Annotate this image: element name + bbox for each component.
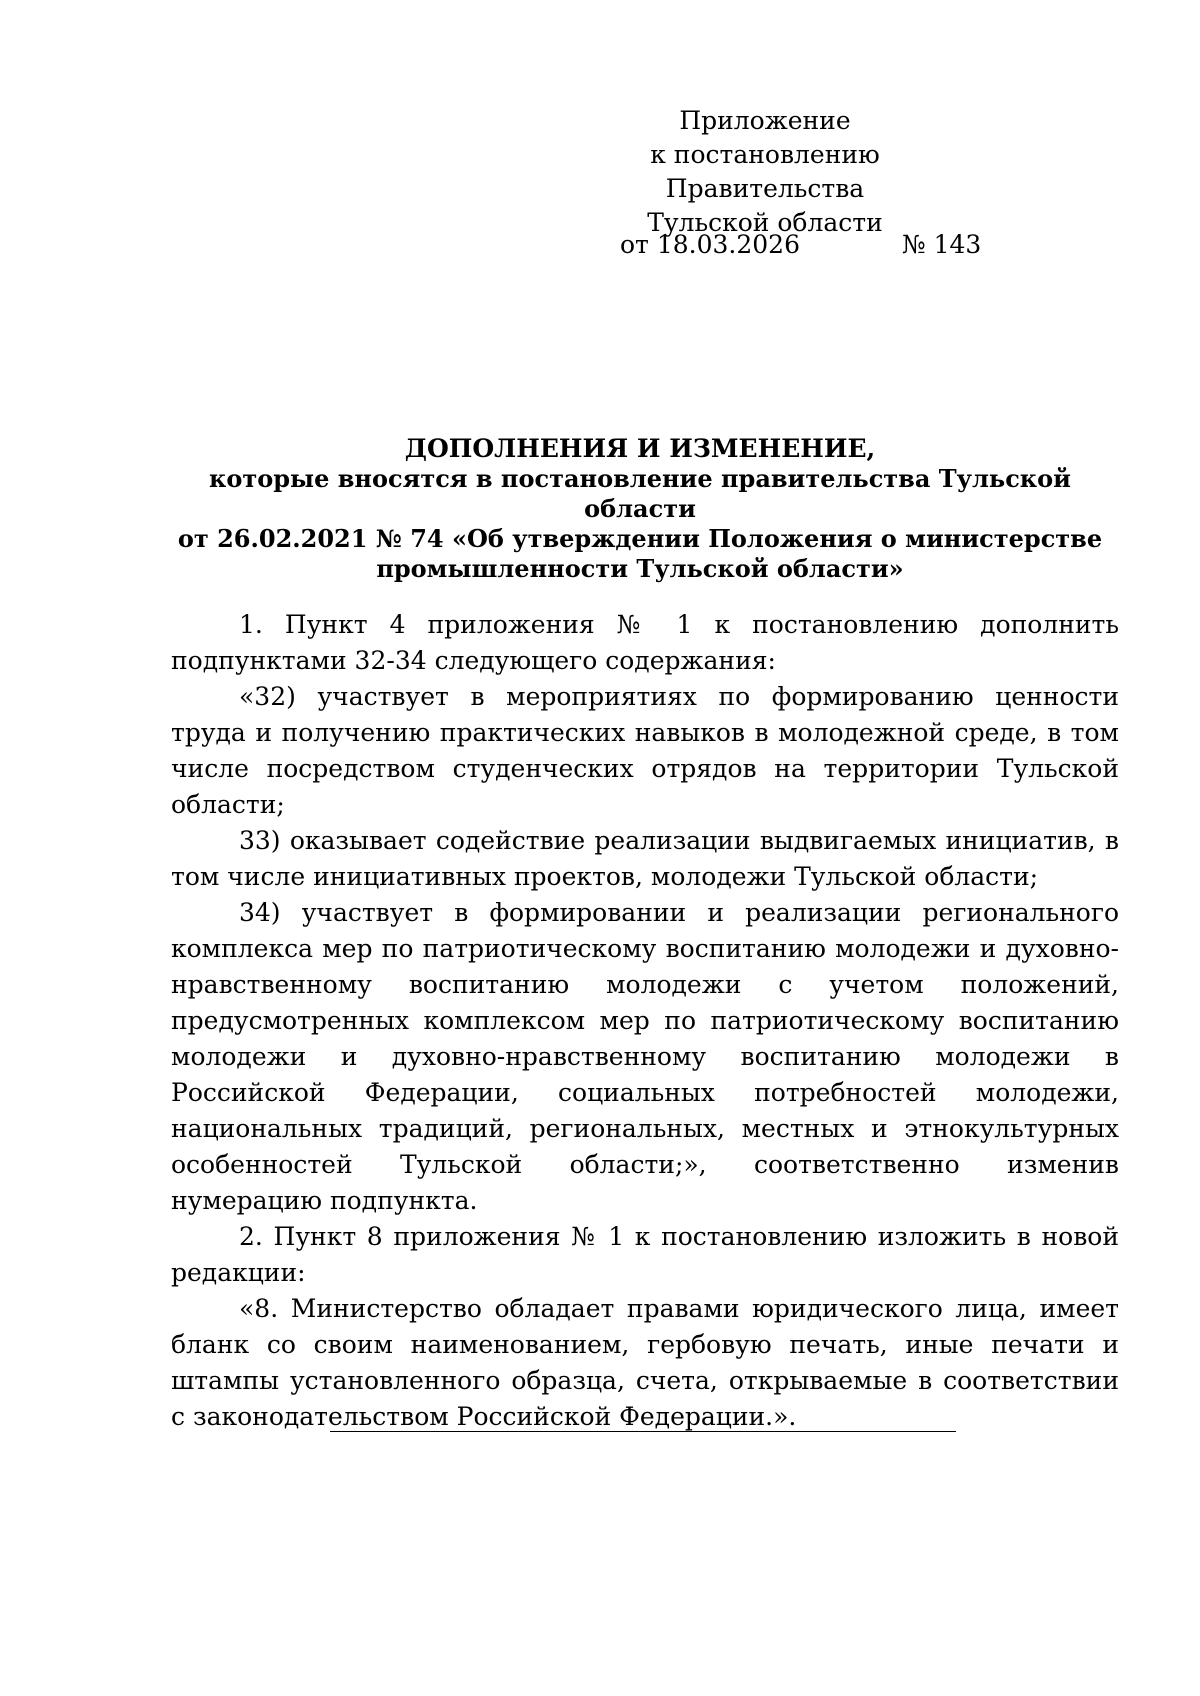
title-subheading-1: которые вносятся в постановление правительства Тульской области <box>209 464 1071 523</box>
annex-header <box>580 104 950 240</box>
order-date: от 18.03.2026 <box>620 230 800 259</box>
title-heading: ДОПОЛНЕНИЯ И ИЗМЕНЕНИЕ, <box>404 434 876 463</box>
paragraph-item-1: 1. Пункт 4 приложения № 1 к постановлению дополнить подпунктами 32-34 следующего содержания: <box>171 610 1119 675</box>
paragraph-subitem-33: 33) оказывает содействие реализации выдвигаемых инициатив, в том числе инициативных проектов, молодежи Тульской области; <box>171 826 1119 891</box>
annex-label: Приложение <box>679 106 851 135</box>
paragraph-subitem-32: «32) участвует в мероприятиях по формированию ценности труда и получению практических навыков в молодежной среде, в том числе посредством студенческих отрядов на территории Тульской области; <box>171 682 1119 819</box>
paragraph-item-8-text: «8. Министерство обладает правами юридического лица, имеет бланк со своим наименованием, гербовую печать, иные печати и штампы установленного образца, счета, открываемые в соответствии с законодательством Российской Федерации.». <box>171 1294 1119 1431</box>
annex-region: Тульской области <box>647 208 883 237</box>
annex-reference: к постановлению Правительства <box>650 140 880 203</box>
paragraph-subitem-34: 34) участвует в формировании и реализации регионального комплекса мер по патриотическому воспитанию молодежи и духовно-нравственному воспитанию молодежи с учетом положений, предусмотренных комплексом мер по патриотическому воспитанию молодежи и духовно-нравственному воспитанию молодежи в Российской Федерации, социальных потребностей молодежи, национальных традиций, региональных, местных и этнокультурных особенностей Тульской области;», соответственно изменив нумерацию подпункта. <box>171 898 1119 1215</box>
paragraph-item-2: 2. Пункт 8 приложения № 1 к постановлению изложить в новой редакции: <box>171 1222 1119 1287</box>
document-body <box>171 607 1119 1435</box>
order-number: № 143 <box>902 230 982 259</box>
document-title <box>160 434 1120 584</box>
title-subheading-2: от 26.02.2021 № 74 «Об утверждении Положения о министерстве <box>177 524 1103 553</box>
title-subheading-3: промышленности Тульской области» <box>376 554 904 583</box>
end-divider-line <box>330 1431 956 1432</box>
